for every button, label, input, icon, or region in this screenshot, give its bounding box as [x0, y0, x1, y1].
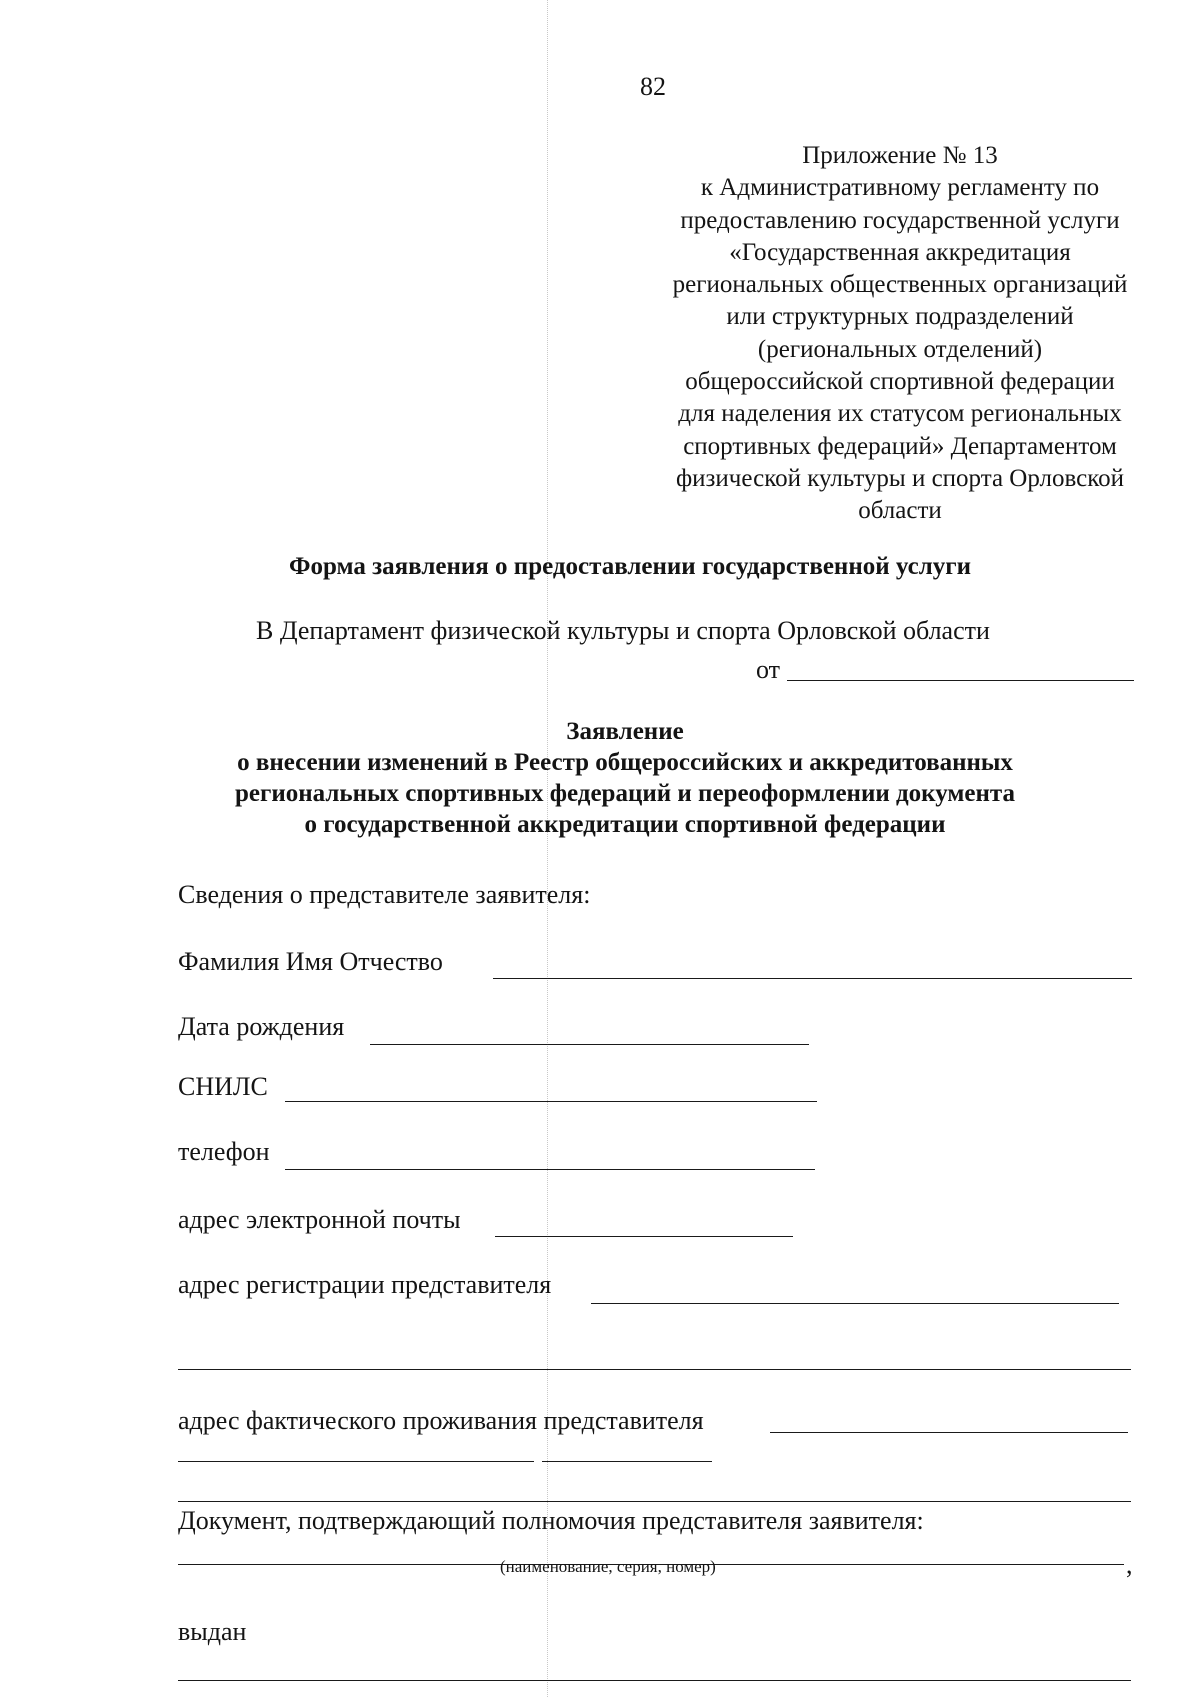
- appendix-header: [630, 140, 1170, 528]
- from-label: от: [756, 655, 781, 684]
- appendix-line: спортивных федераций» Департаментом: [683, 432, 1117, 460]
- form-title: Форма заявления о предоставлении государственной услуги: [289, 553, 971, 580]
- actual-address-field-line[interactable]: [770, 1432, 1128, 1433]
- full-name-label: Фамилия Имя Отчество: [178, 947, 443, 976]
- full-name-field-line[interactable]: [493, 978, 1132, 979]
- appendix-line: (региональных отделений): [757, 335, 1043, 363]
- application-title: [0, 716, 1200, 840]
- appendix-line: региональных общественных организаций: [672, 271, 1128, 299]
- section-title: Сведения о представителе заявителя:: [178, 880, 591, 909]
- application-subtitle-line: о внесении изменений в Реестр общероссийских и аккредитованных: [237, 749, 1013, 776]
- reg-address-field-line[interactable]: [591, 1303, 1119, 1304]
- snils-label: СНИЛС: [178, 1072, 268, 1101]
- reg-address-field-line-2[interactable]: [178, 1369, 1131, 1370]
- phone-label: телефон: [178, 1137, 270, 1166]
- birth-date-field-line[interactable]: [370, 1044, 809, 1045]
- appendix-line: области: [858, 497, 942, 525]
- birth-date-label: Дата рождения: [178, 1012, 345, 1041]
- appendix-line: к Административному регламенту по: [700, 174, 1100, 202]
- appendix-line: Приложение № 13: [802, 142, 998, 169]
- from-field-line[interactable]: [787, 680, 1134, 681]
- authority-doc-label: Документ, подтверждающий полномочия представителя заявителя:: [178, 1506, 924, 1535]
- scan-fold-line: [547, 0, 548, 1697]
- email-field-line[interactable]: [495, 1236, 793, 1237]
- email-label: адрес электронной почты: [178, 1205, 461, 1234]
- addressee: В Департамент физической культуры и спорта Орловской области: [256, 616, 990, 645]
- page-number: 82: [640, 72, 666, 101]
- actual-address-label: адрес фактического проживания представителя: [178, 1406, 704, 1435]
- phone-field-line[interactable]: [285, 1169, 815, 1170]
- application-heading: Заявление: [566, 718, 684, 745]
- doc-caption: (наименование, серия, номер): [500, 1557, 716, 1576]
- application-subtitle-line: региональных спортивных федераций и переоформлении документа: [235, 780, 1015, 807]
- comma-mark: ,: [1126, 1550, 1133, 1579]
- issued-field-line[interactable]: [178, 1680, 1131, 1681]
- appendix-line: для наделения их статусом региональных: [678, 400, 1122, 428]
- actual-address-field-line-2b[interactable]: [542, 1461, 712, 1462]
- appendix-line: физической культуры и спорта Орловской: [675, 464, 1125, 492]
- issued-label: выдан: [178, 1617, 247, 1646]
- appendix-line: «Государственная аккредитация: [729, 238, 1071, 266]
- actual-address-field-line-3[interactable]: [178, 1501, 1131, 1502]
- application-subtitle-line: о государственной аккредитации спортивной федерации: [304, 811, 946, 838]
- snils-field-line[interactable]: [285, 1101, 817, 1102]
- appendix-line: общероссийской спортивной федерации: [685, 368, 1115, 396]
- actual-address-field-line-2[interactable]: [178, 1461, 534, 1462]
- appendix-line: или структурных подразделений: [726, 303, 1074, 331]
- reg-address-label: адрес регистрации представителя: [178, 1270, 552, 1299]
- appendix-line: предоставлению государственной услуги: [680, 206, 1120, 234]
